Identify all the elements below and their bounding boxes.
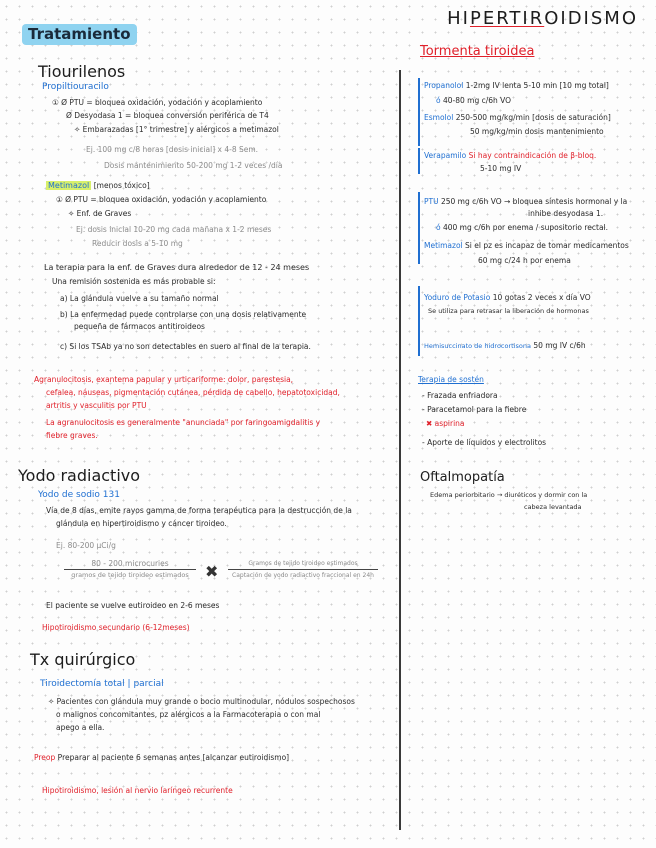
bracket-yoduro xyxy=(418,286,420,356)
yoduro-dose: 10 gotas 2 veces x día VO xyxy=(492,293,591,302)
page-title-post: OIDISMO xyxy=(544,8,638,29)
yodo-line-4: El paciente se vuelve eutiroideo en 2-6 meses xyxy=(46,601,220,610)
propanolol-label: Propanolol xyxy=(424,81,464,90)
met-dose-2: Reducir dosis a 5-10 mg xyxy=(92,239,183,248)
graves-line-2: Una remisión sostenida es más probable si: xyxy=(52,277,216,286)
page-title xyxy=(447,8,638,29)
ptu-or: ó xyxy=(436,223,441,232)
sosten-item-4: - Aporte de líquidos y electrolitos xyxy=(422,438,547,447)
fraction-1 xyxy=(64,558,196,581)
sosten-item-3: ✖ aspirina xyxy=(426,419,465,428)
bracket-ptu xyxy=(418,192,420,264)
bracket-verapamilo xyxy=(418,148,420,174)
ptu-dose-1: 250 mg c/6h VO → bloquea síntesis hormonal y la xyxy=(440,197,628,206)
quir-line-5: Hipotiroidismo, lesión al nervio laríngeo recurrente xyxy=(42,786,233,795)
metimazol-right-label: Metimazol xyxy=(424,241,463,250)
yodo-line-2: glándula en hipertiroidismo y cáncer tiroideo. xyxy=(56,519,227,528)
preop-text: Preparar al paciente 6 semanas antes [alcanzar eutiroidismo] xyxy=(57,753,290,762)
ptu-line-1: ① Ø PTU = bloquea oxidación, yodación y acoplamiento xyxy=(52,98,263,107)
heading-yodo-radiactivo: Yodo radiactivo xyxy=(18,466,141,485)
yodo-dose: Ej. 80-200 µCi/g xyxy=(56,541,116,550)
esmolol-row xyxy=(424,112,611,123)
agranulo-line-3: artritis y vasculitis por PTU xyxy=(46,401,147,410)
met-dose-1: Ej. dosis inicial 10-20 mg cada mañana x 1-2 meses xyxy=(76,225,272,234)
agranulo-line-4: La agranulocitosis es generalmente "anunciada" por faringoamigdalitis y xyxy=(46,418,321,427)
bracket-betablockers xyxy=(418,78,420,146)
quir-line-1: ✧ Pacientes con glándula muy grande o bocio multinodular, nódulos sospechosos xyxy=(48,697,355,706)
ptu-dose-3: 400 mg c/6h por enema / supositorio rectal. xyxy=(442,223,609,232)
ptu-label: PTU xyxy=(424,197,439,206)
yoduro-row xyxy=(424,292,591,303)
ptu-line-3: ✧ Embarazadas [1° trimestre] y alérgicos a metimazol xyxy=(74,125,279,134)
quir-line-2: o malignos concomitantes, pz alérgicos a la Farmacoterapia o con mal xyxy=(56,710,321,719)
metimazol-label: Metimazol xyxy=(48,181,90,190)
yoduro-label: Yoduro de Potasio xyxy=(424,293,491,302)
met-line-2: ✧ Enf. de Graves xyxy=(68,209,132,218)
subheading-terapia-sosten: Terapia de sostén xyxy=(418,375,484,384)
graves-b1: b) La enfermedad puede controlarse con una dosis relativamente xyxy=(60,310,307,319)
sosten-item-2: - Paracetamol para la fiebre xyxy=(422,405,527,414)
metimazol-right-dose: 60 mg c/24 h por enema xyxy=(478,256,571,265)
multiply-icon: ✖ xyxy=(205,562,219,581)
graves-line-1: La terapia para la enf. de Graves dura alrededor de 12 - 24 meses xyxy=(44,263,310,272)
propanolol-dose-1: 1-2mg IV lenta 5-10 min [10 mg total] xyxy=(465,81,609,90)
propanolol-or: ó xyxy=(436,96,441,105)
esmolol-label: Esmolol xyxy=(424,113,454,122)
esmolol-dose-1: 250-500 mg/kg/min [dosis de saturación] xyxy=(455,113,611,122)
subheading-propiltiouracilo: Propiltiouracilo xyxy=(42,82,109,92)
quir-line-3: apego a ella. xyxy=(56,723,105,732)
fraction-2-numerator: Gramos de tejido tiroideo estimados xyxy=(248,560,358,567)
fraction-2 xyxy=(228,558,378,581)
hidrocortisona-row xyxy=(424,340,586,352)
page-title-underlined: PERTIR xyxy=(469,8,545,29)
fraction-1-numerator: 80 - 200 microcuries xyxy=(91,559,169,568)
preop-label: Preop xyxy=(34,753,56,762)
section-title-tratamiento: Tratamiento xyxy=(22,24,137,45)
verapamilo-note: Si hay contraindicación de β-bloq. xyxy=(468,151,597,160)
metimazol-label-row xyxy=(46,180,150,191)
verapamilo-label: Verapamilo xyxy=(424,151,467,160)
ptu-row xyxy=(424,196,627,207)
propanolol-dose-2: 40-80 mg c/6h VO xyxy=(442,96,512,105)
hidrocortisona-dose: 50 mg IV c/6h xyxy=(533,341,586,350)
met-line-1: ① Ø PTU = bloquea oxidación, yodación y acoplamiento xyxy=(56,195,267,204)
oftalmo-line-1: Edema periorbitario → diuréticos y dormir con la xyxy=(430,491,588,499)
esmolol-dose-2: 50 mg/kg/min dosis mantenimiento xyxy=(470,127,604,136)
column-divider xyxy=(399,70,401,830)
verapamilo-row xyxy=(424,150,596,161)
yodo-line-5: Hipotiroidismo secundario (6-12meses) xyxy=(42,623,190,632)
agranulo-line-5: fiebre graves. xyxy=(46,431,98,440)
agranulo-line-1: Agranulocitosis, exantema papular y urticariforme: dolor, parestesia, xyxy=(34,375,294,384)
ptu-row-2 xyxy=(436,222,608,233)
heading-tormenta-tiroidea: Tormenta tiroidea xyxy=(420,44,535,59)
quir-line-4 xyxy=(34,752,289,763)
graves-b2: pequeña de fármacos antitiroideos xyxy=(74,322,205,331)
ptu-dose-1: Ej. 100 mg c/8 horas [dosis inicial] x 4-8 Sem. xyxy=(86,145,259,154)
subheading-yodo-sodio: Yodo de sodio 131 xyxy=(38,490,120,500)
metimazol-right-note: Si el pz es incapaz de tomar medicamentos xyxy=(465,241,629,250)
ptu-dose-2: inhibe desyodasa 1. xyxy=(528,209,604,218)
propanolol-row xyxy=(424,80,609,91)
metimazol-right-row xyxy=(424,240,629,251)
yoduro-note: Se utiliza para retrasar la liberación de hormonas xyxy=(428,307,589,315)
fraction-1-denominator: gramos de tejido tiroideo estimados xyxy=(71,571,189,579)
heading-tx-quirurgico: Tx quirúrgico xyxy=(30,650,136,669)
metimazol-note: [menos tóxico] xyxy=(93,181,150,190)
oftalmo-line-2: cabeza levantada xyxy=(524,503,582,511)
graves-c: c) Si los TSAb ya no son detectables en suero al final de la terapia. xyxy=(60,342,311,351)
graves-a: a) La glándula vuelve a su tamaño normal xyxy=(60,294,219,303)
subheading-tiroidectomia: Tiroidectomía total | parcial xyxy=(40,679,164,689)
fraction-2-denominator: Captación de yodo radiactivo fraccional en 24h xyxy=(232,572,374,579)
yodo-line-1: Vía de 8 días, emite rayos gamma de forma terapéutica para la destrucción de la xyxy=(46,506,352,515)
sosten-item-1: - Frazada enfriadora xyxy=(422,391,498,400)
ptu-line-2: Ø Desyodasa 1 = bloquea conversión periférica de T4 xyxy=(66,111,269,120)
ptu-dose-2: Dosis mantenimiento 50-200 mg 1-2 veces /día xyxy=(104,161,283,170)
verapamilo-dose: 5-10 mg IV xyxy=(480,164,522,173)
heading-tiourilenos: Tiourilenos xyxy=(38,62,126,81)
agranulo-line-2: cefalea, náuseas, pigmentación cutánea, pérdida de cabello, hepatotoxicidad, xyxy=(46,388,340,397)
hidrocortisona-label: Hemisuccinato de hidrocortisona xyxy=(424,342,531,350)
heading-oftalmopatia: Oftalmopatía xyxy=(420,470,505,485)
propanolol-row-2 xyxy=(436,95,511,106)
page-title-pre: HI xyxy=(447,8,470,29)
